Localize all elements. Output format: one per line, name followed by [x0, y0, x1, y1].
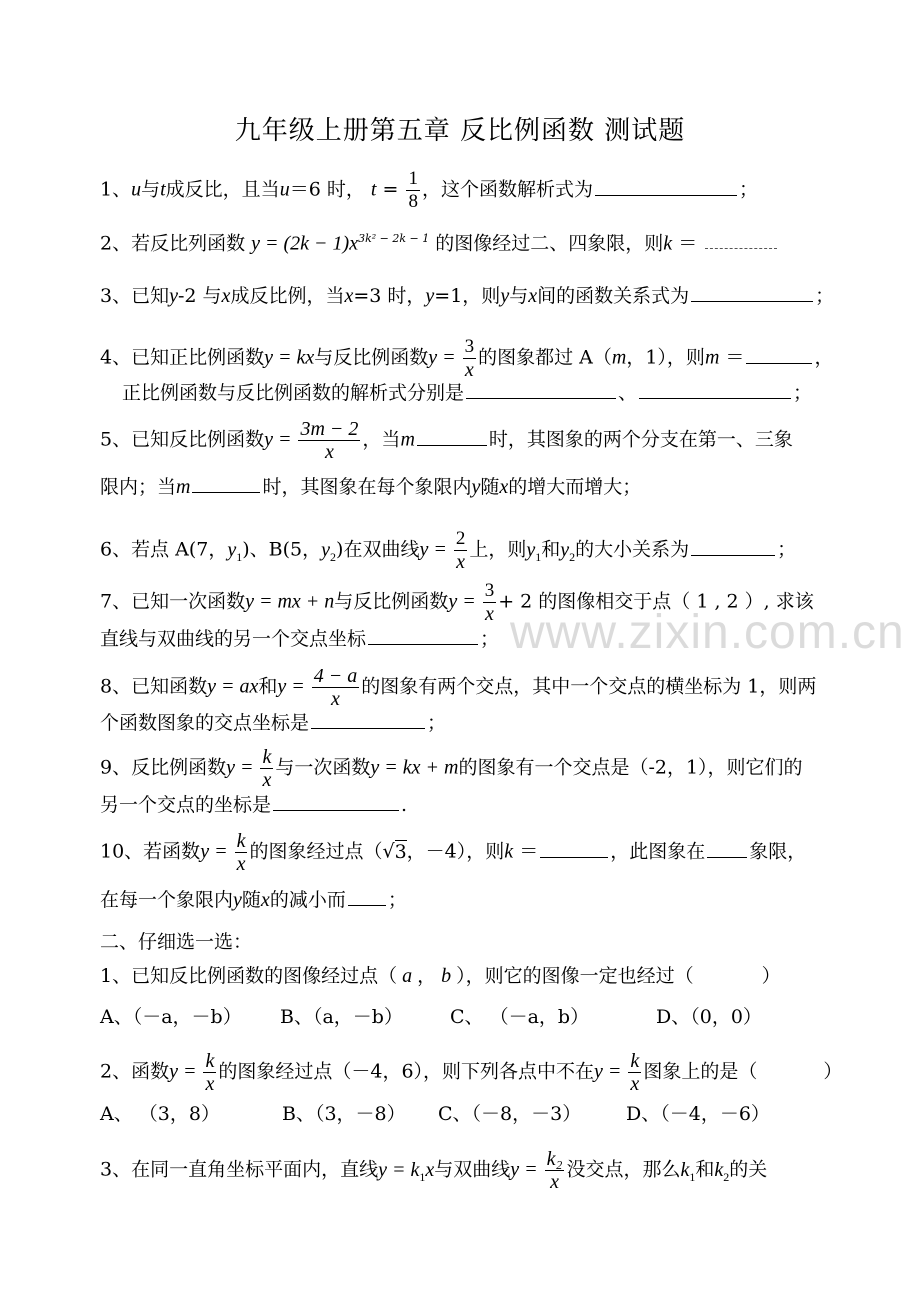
choice-question-1: 1、已知反比例函数的图像经过点（ a ， b ），则它的图像一定也经过（ ）	[100, 965, 781, 987]
question-1: 1、u与t成反比，且当u＝6 时， t = $\frac{1}{8}$ ，这个函数解析式为 ；	[100, 168, 758, 212]
question-9: 9、反比例函数y = $\frac{k}{x}$ 与一次函数y = kx + m的图象有一个交点是（-2，1），则它们的	[100, 746, 803, 791]
fraction: $\frac{2}{x}$	[455, 528, 466, 573]
section-2-heading: 二、仔细选一选：	[100, 931, 253, 953]
watermark: www.zixin.com.cn	[510, 606, 905, 659]
question-4: 4、已知正比例函数y = kx与反比例函数y = $\frac{3}{x}$ 的图象都过 A（m，1），则m ＝ ，	[100, 336, 834, 381]
fraction: $\frac{k}{x}$	[236, 830, 246, 875]
answer-blank[interactable]	[705, 228, 777, 249]
answer-blank[interactable]	[595, 175, 737, 196]
fraction: $\frac{1}{8}$	[408, 168, 418, 212]
fraction: $\frac{3m - 2}{x}$	[300, 418, 359, 463]
fraction: $\frac{3}{x}$	[464, 336, 475, 381]
choice-question-3: 3、在同一直角坐标平面内，直线$y = k_1x$与双曲线y = $\frac{\text{k₂}}{x}$ 没交点，那么$k_1$和$k_2$的关	[100, 1148, 768, 1193]
option-a[interactable]: A、 （3，8）	[100, 1103, 220, 1125]
choice-question-2: 2、函数y = $\frac{k}{x}$ 的图象经过点（－4，6），则下列各点中不在y = $\frac{k}{x}$ 图象上的是（ ）	[100, 1050, 843, 1095]
fraction: $\frac{k}{x}$	[205, 1050, 215, 1095]
answer-blank[interactable]	[311, 708, 425, 729]
option-d[interactable]: D、（0，0）	[656, 1006, 762, 1028]
answer-blank[interactable]	[466, 378, 616, 399]
question-7: 7、已知一次函数y = mx + n与反比例函数y = $\frac{3}{x}$ + 2 的图像相交于点（ 1 , 2 ）, 求该	[100, 580, 814, 625]
option-c[interactable]: C、（－8，－3）	[438, 1103, 582, 1125]
question-2: 2、若反比列函数 $y = (2k - 1)x^{3k^2 - 2k - 1}$ 的图像经过二、四象限，则k ＝	[100, 225, 916, 253]
option-b[interactable]: B、（a，－b）	[280, 1006, 403, 1028]
question-6: 6、若点 A(7，$y_1$)、B(5，$y_2$)在双曲线y = $\frac{2}{x}$ 上，则$y_1$和$y_2$的大小关系为 ；	[100, 528, 797, 573]
question-8: 8、已知函数y = ax和y = $\frac{4 - a}{x}$ 的图象有两个交点，其中一个交点的横坐标为 1，则两	[100, 665, 817, 710]
option-c[interactable]: C、 （－a，b）	[450, 1006, 590, 1028]
page-title: 九年级上册第五章 反比例函数 测试题	[234, 116, 686, 146]
answer-blank[interactable]	[639, 378, 791, 399]
answer-blank[interactable]	[348, 885, 386, 906]
question-4-line-2: 正比例函数与反比例函数的解析式分别是 、 ；	[122, 378, 916, 406]
answer-blank[interactable]	[540, 837, 608, 858]
answer-blank[interactable]	[691, 535, 775, 556]
answer-blank[interactable]	[746, 343, 812, 364]
question-8-line-2: 个函数图象的交点坐标是 ；	[100, 708, 916, 736]
question-5: 5、已知反比例函数y = $\frac{3m - 2}{x}$ ，当m 时，其图象的两个分支在第一、三象	[100, 418, 793, 463]
question-5-line-2: 限内；当m 时，其图象在每个象限内y随x的增大而增大；	[100, 472, 916, 500]
fraction: $\frac{\text{k₂}}{x}$	[546, 1148, 563, 1193]
option-b[interactable]: B、（3，－8）	[282, 1103, 406, 1125]
answer-blank[interactable]	[707, 837, 747, 858]
question-9-line-2: 另一个交点的坐标是 .	[100, 790, 916, 818]
fraction: $\frac{4 - a}{x}$	[313, 665, 358, 710]
question-10: 10、若函数y = $\frac{k}{x}$ 的图象经过点（√3，－4），则k ＝ ，此图象在 象限，	[100, 830, 807, 875]
option-d[interactable]: D、（－4，－6）	[626, 1103, 770, 1125]
question-7-line-2: 直线与双曲线的另一个交点坐标 ；	[100, 624, 916, 652]
answer-blank[interactable]	[368, 624, 478, 645]
question-10-line-2: 在每一个象限内y随x的减小而 ；	[100, 885, 916, 913]
answer-blank[interactable]	[192, 472, 260, 493]
option-a[interactable]: A、（－a，－b）	[100, 1006, 242, 1028]
fraction: $\frac{k}{x}$	[630, 1050, 640, 1095]
sqrt-sign: √	[382, 840, 395, 863]
answer-blank[interactable]	[273, 790, 399, 811]
answer-blank[interactable]	[691, 281, 813, 302]
choice-2-options	[100, 1100, 916, 1128]
choice-1-options	[100, 1003, 916, 1031]
answer-blank[interactable]	[417, 425, 487, 446]
question-3: 3、已知y-2 与x成反比例，当x=3 时，y=1，则y与x间的函数关系式为 ；	[100, 281, 916, 309]
fraction: $\frac{3}{x}$	[484, 580, 495, 625]
fraction: $\frac{k}{x}$	[262, 746, 272, 791]
